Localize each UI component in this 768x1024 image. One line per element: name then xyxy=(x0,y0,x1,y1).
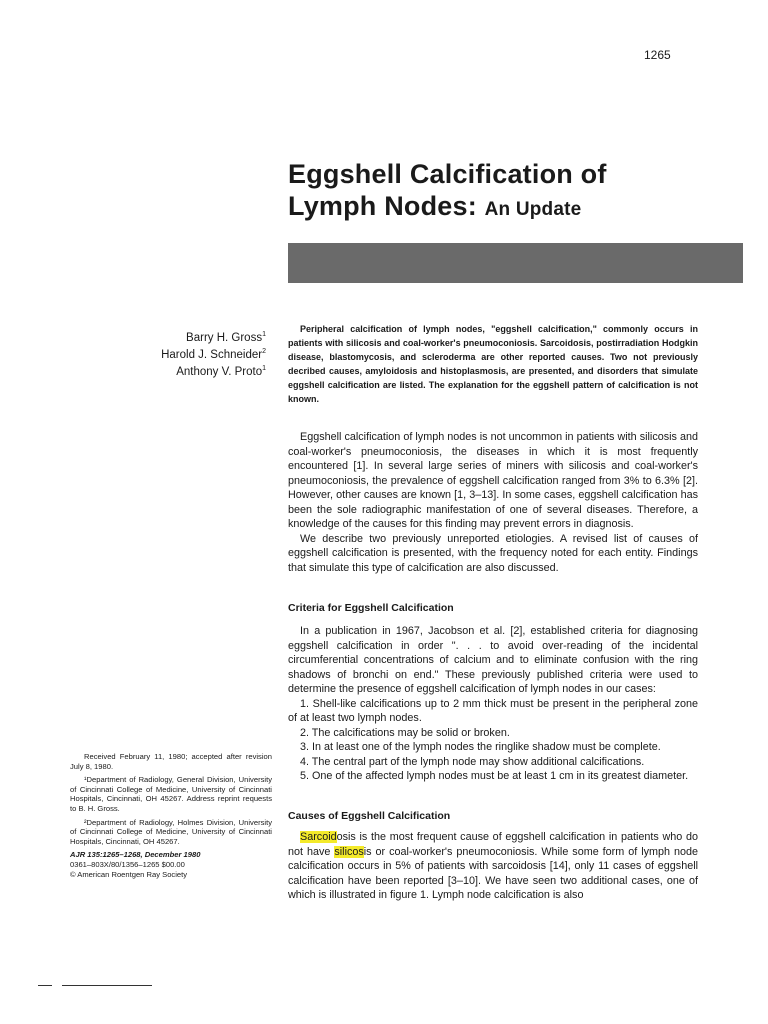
section-heading-causes: Causes of Eggshell Calcification xyxy=(288,810,451,822)
criteria-list xyxy=(288,697,698,784)
received-note: Received February 11, 1980; accepted after revision July 8, 1980. xyxy=(70,752,272,771)
title-banner xyxy=(288,243,743,283)
highlight: Sarcoid xyxy=(300,831,337,843)
copyright-line: © American Roentgen Ray Society xyxy=(70,869,188,879)
paragraph: We describe two previously unreported etiologies. A revised list of causes of eggshell calcification is presented, with the frequency noted for each entity. Findings that simulate this type of calcification are also discussed. xyxy=(288,532,698,574)
author-list xyxy=(100,328,266,378)
causes-section xyxy=(288,830,698,903)
list-item: 4. The central part of the lymph node may show additional calcifications. xyxy=(300,755,645,768)
title-line-1: Eggshell Calcification of xyxy=(288,159,607,189)
affiliation-1: ¹Department of Radiology, General Division, University of Cincinnati College of Medicine, University of Cincinnati Hospitals, Cincinnati, OH 45267. Address reprint requests to B. H. Gross. xyxy=(70,775,272,813)
affiliation-2: ²Department of Radiology, Holmes Division, University of Cincinnati College of Medicine, University of Cincinnati Hospitals, Cincinnati, OH 45267. xyxy=(70,817,272,846)
abstract: Peripheral calcification of lymph nodes, "eggshell calcification," commonly occurs in patients with silicosis and coal-worker's pneumoconiosis. Sarcoidosis, postirradiation Hodgkin disease, blastomycosis, and scleroderma are other reported causes. Two not previously decribed causes, amyloidosis and histoplasmosis, are presented, and disorders that simulate eggshell calcification are listed. The explanation for the eggshell pattern of calcification is not known. xyxy=(288,324,698,404)
list-item: 3. In at least one of the lymph nodes the ringlike shadow must be complete. xyxy=(300,741,661,753)
title-subtitle: An Update xyxy=(484,199,582,220)
highlight: silicos xyxy=(334,845,364,858)
page-number: 1265 xyxy=(644,48,671,62)
issn-line: 0361–803X/80/1356–1265 $00.00 xyxy=(70,859,185,869)
paragraph: Eggshell calcification of lymph nodes is not uncommon in patients with silicosis and coal-worker's pneumoconiosis, the diseases in which it is most frequently encountered [1]. In several large series of miners with silicosis and coal-worker's pneumoconiosis, the prevalence of eggshell calcification ranged from 3% to 6.3% [2]. However, other causes are known [1, 3–13]. In some cases, eggshell calcification has been the sole radiographic manifestation of one of several diseases. Therefore, a knowledge of the causes for this finding may prevent errors in diagnosis. xyxy=(288,431,698,530)
footer-rule xyxy=(38,985,52,986)
journal-citation: AJR 135:1265–1268, December 1980 xyxy=(70,850,201,860)
list-item: 5. One of the affected lymph nodes must be at least 1 cm in its greatest diameter. xyxy=(300,770,689,782)
title-line-2: Lymph Nodes: xyxy=(288,191,477,221)
section-heading-criteria: Criteria for Eggshell Calcification xyxy=(288,602,454,614)
author: Harold J. Schneider$^2$ xyxy=(161,347,266,361)
author: Anthony V. Proto$^1$ xyxy=(176,364,266,378)
list-item: 2. The calcifications may be solid or broken. xyxy=(300,726,510,739)
footnotes xyxy=(70,752,272,879)
paragraph: Sarcoidosis is the most frequent cause of eggshell calcification in patients who do not have silicosis or coal-worker's pneumoconiosis. While some form of lymph node calcification occurs in 5% of patients with sarcoidosis [14], only 11 cases of eggshell calcification have been reported [3–10]. We have seen two additional cases, one of which is illustrated in figure 1. Lymph node calcification is also xyxy=(288,831,699,901)
author: Barry H. Gross$^1$ xyxy=(186,331,266,344)
footer-rule xyxy=(62,985,152,986)
paragraph: In a publication in 1967, Jacobson et al. [2], established criteria for diagnosing eggshell calcification in order ". . . to avoid over-reading of the incidental circumferential concentrations of calcium and to eliminate confusion with the ring shadows of bronchi on end." These previously published criteria were used to determine the presence of eggshell calcification of lymph nodes in our cases: xyxy=(288,625,698,695)
introduction xyxy=(288,430,698,575)
article-title xyxy=(288,158,758,226)
criteria-section xyxy=(288,624,698,784)
list-item: 1. Shell-like calcifications up to 2 mm thick must be present in the peripheral zone of at least two lymph nodes. xyxy=(288,697,698,724)
